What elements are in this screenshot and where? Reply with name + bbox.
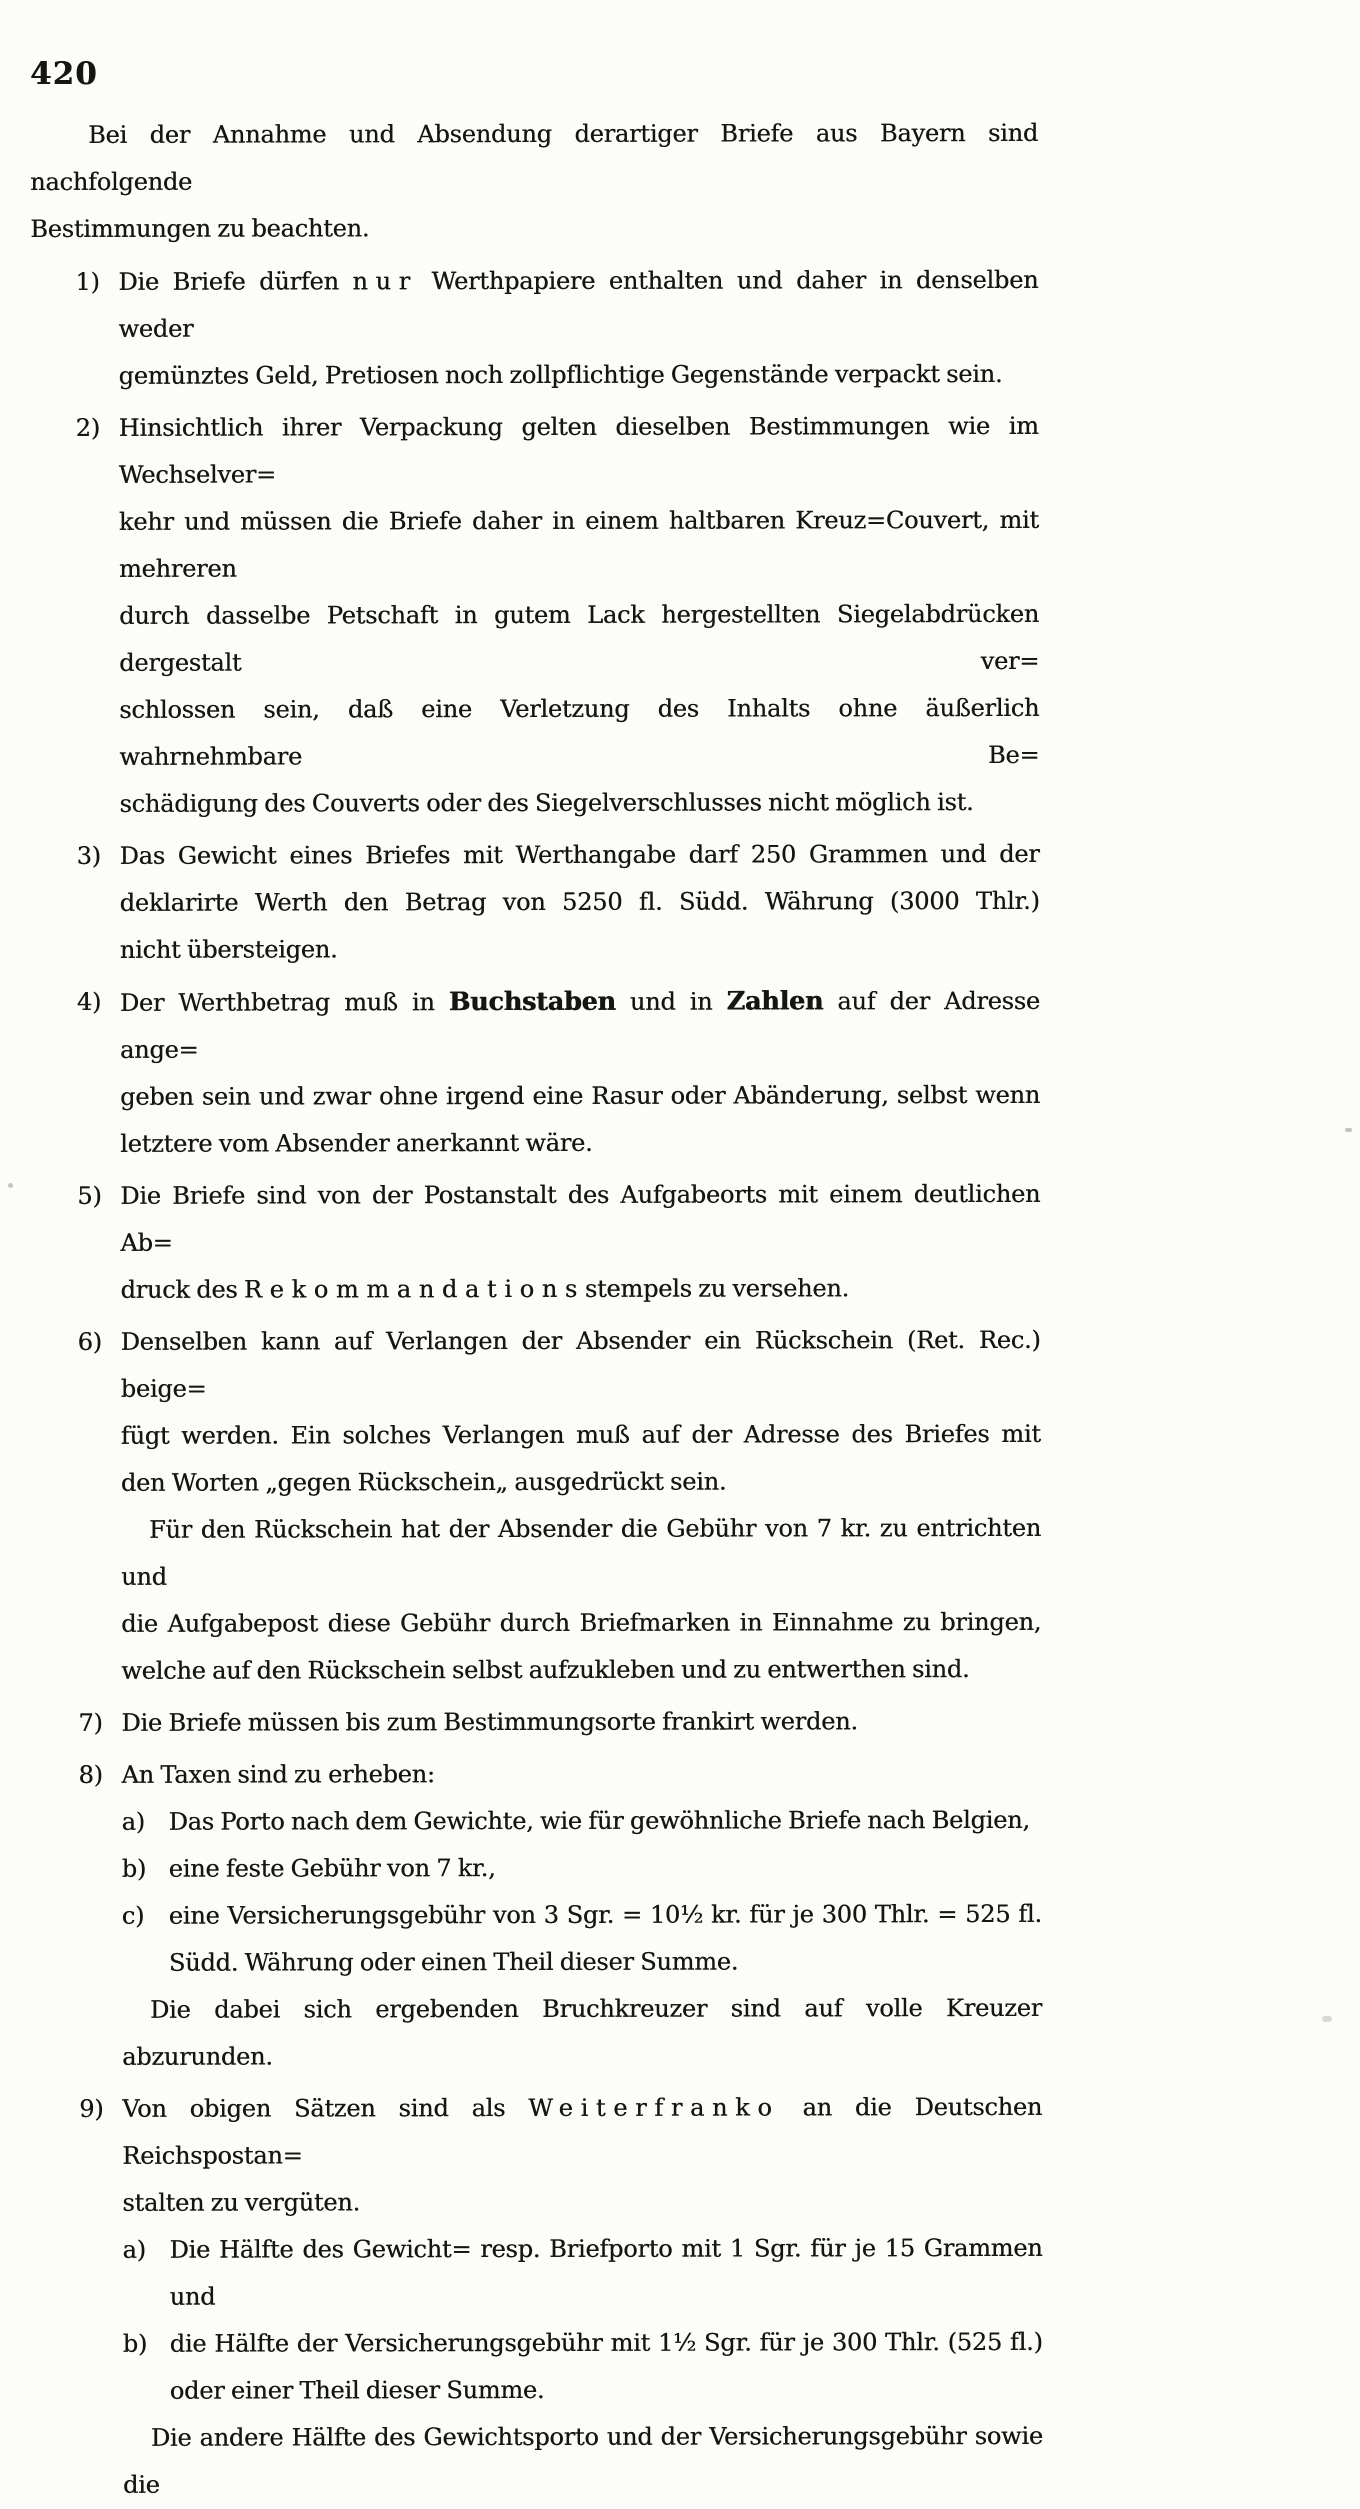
text-line: deklarirte Werth den Betrag von 5250 fl. Südd. Währung (3000 Thlr.) — [119, 886, 1040, 917]
text-segment: Die Briefe dürfen — [118, 267, 353, 296]
text-line: Südd. Währung oder einen Theil dieser Summe. — [168, 1947, 739, 1977]
sub-item — [122, 1844, 1042, 1893]
bold-text: Zahlen — [726, 985, 824, 1016]
sub-item-marker: b) — [122, 2329, 148, 2358]
page-number: 420 — [30, 56, 98, 92]
text-line: Denselben kann auf Verlangen der Absender ein Rückschein (Ret. Rec.) beige= — [120, 1325, 1041, 1403]
paragraph — [122, 1985, 1042, 2081]
text-line — [122, 2084, 1042, 2180]
item-marker: 4) — [76, 987, 102, 1016]
document-content — [30, 110, 1043, 2509]
item-marker: 8) — [78, 1760, 103, 1789]
item-marker: 3) — [76, 841, 101, 870]
text-line: Bei der Annahme und Absendung derartiger Briefe aus Bayern sind nachfolgende — [30, 118, 1039, 196]
item-marker: 6) — [77, 1327, 102, 1356]
text-line — [118, 257, 1038, 353]
text-segment: an die Deutschen Reichspostan= — [122, 2092, 1043, 2170]
text-segment: und in — [615, 987, 727, 1016]
text-line: die Hälfte der Versicherungsgebühr mit 1½ Sgr. für je 300 Thlr. (525 fl.) — [169, 2327, 1043, 2358]
item-marker: 9) — [79, 2094, 104, 2123]
list-item — [32, 977, 1040, 1168]
list-item — [31, 403, 1040, 828]
text-segment: Von obigen Sätzen sind als — [122, 2093, 529, 2123]
text-line: geben sein und zwar ohne irgend eine Rasur oder Abänderung, selbst wenn — [120, 1080, 1041, 1111]
list-item — [33, 1750, 1042, 2081]
sub-item-marker: a) — [122, 2235, 146, 2264]
list-item — [32, 831, 1040, 974]
list-item — [33, 1698, 1041, 1747]
sub-item-marker: b) — [121, 1854, 147, 1883]
item-marker: 5) — [77, 1181, 102, 1210]
spaced-text: Rekommandations — [243, 1274, 585, 1304]
text-line: Hinsichtlich ihrer Verpackung gelten dieselben Bestimmungen wie im Wechselver= — [118, 411, 1039, 489]
list-item — [32, 1171, 1040, 1314]
text-segment: Werthpapiere enthalten und daher in denselben weder — [118, 265, 1039, 343]
text-line: Die Briefe sind von der Postanstalt des Aufgabeorts mit einem deutlichen Ab= — [120, 1179, 1041, 1257]
text-line: eine Versicherungsgebühr von 3 Sgr. = 10½ kr. für je 300 Thlr. = 525 fl. — [168, 1899, 1042, 1930]
bold-text: Buchstaben — [448, 985, 616, 1017]
text-line: die Aufgabepost diese Gebühr durch Briefmarken in Einnahme zu bringen, — [121, 1607, 1042, 1638]
sub-item — [122, 2225, 1042, 2321]
scan-speck — [1322, 2016, 1332, 2022]
text-line: Das Porto nach dem Gewichte, wie für gewöhnliche Briefe nach Belgien, — [168, 1805, 1030, 1836]
paragraph — [121, 1505, 1041, 1695]
text-line: Die Hälfte des Gewicht= resp. Briefporto mit 1 Sgr. für je 15 Grammen und — [169, 2233, 1043, 2311]
text-line: den Worten „gegen Rückschein„ ausgedrückt sein. — [120, 1467, 727, 1497]
text-line: Die dabei sich ergebenden Bruchkreuzer sind auf volle Kreuzer abzurunden. — [122, 1993, 1043, 2071]
text-line: schädigung des Couverts oder des Siegelverschlusses nicht möglich ist. — [119, 788, 974, 818]
text-line: schlossen sein, daß eine Verletzung des Inhalts ohne äußerlich wahrnehmbare Be= — [119, 693, 1040, 771]
sub-item-marker: a) — [121, 1807, 145, 1836]
text-line: letztere vom Absender anerkannt wäre. — [120, 1128, 593, 1158]
text-line — [120, 1265, 1040, 1314]
scan-speck — [8, 1183, 13, 1188]
text-line: eine feste Gebühr von 7 kr., — [168, 1854, 496, 1883]
text-line: kehr und müssen die Briefe daher in einem haltbaren Kreuz=Couvert, mit mehreren — [118, 505, 1039, 583]
text-line: gemünztes Geld, Pretiosen noch zollpflichtige Gegenstände verpackt sein. — [118, 359, 1003, 390]
text-line: oder einer Theil dieser Summe. — [169, 2375, 545, 2405]
paragraph — [123, 2413, 1043, 2509]
text-segment: Der Werthbetrag muß in — [119, 988, 449, 1017]
sub-item — [122, 1797, 1042, 1846]
spaced-text: Weiterfranko — [528, 2093, 780, 2122]
sub-item — [123, 2319, 1043, 2415]
text-line: Die andere Hälfte des Gewichtsporto und der Versicherungsgebühr sowie die — [122, 2421, 1043, 2499]
text-line: fügt werden. Ein solches Verlangen muß auf der Adresse des Briefes mit — [120, 1419, 1041, 1450]
item-marker: 1) — [75, 267, 100, 296]
sub-item-marker: c) — [121, 1901, 145, 1930]
list-item — [33, 1317, 1042, 1695]
item-marker: 2) — [75, 413, 100, 442]
spaced-text: nur — [352, 267, 418, 296]
sub-item — [122, 1891, 1042, 1987]
text-line: nicht übersteigen. — [119, 935, 338, 964]
text-line: Für den Rückschein hat der Absender die Gebühr von 7 kr. zu entrichten und — [121, 1513, 1041, 1591]
item-marker: 7) — [78, 1708, 103, 1737]
text-segment: druck des — [120, 1275, 244, 1304]
text-line: Die Briefe müssen bis zum Bestimmungsorte frankirt werden. — [121, 1707, 858, 1737]
intro-paragraph — [30, 110, 1038, 253]
text-line — [120, 977, 1040, 1074]
list-item — [30, 257, 1038, 400]
text-line: durch dasselbe Petschaft in gutem Lack hergestellten Siegelabdrücken dergestalt ver= — [119, 599, 1040, 677]
text-line: welche auf den Rückschein selbst aufzukleben und zu entwerthen sind. — [121, 1655, 970, 1685]
scan-speck — [1345, 1128, 1352, 1132]
text-line: stalten zu vergüten. — [122, 2188, 361, 2217]
text-line: Das Gewicht eines Briefes mit Werthangabe darf 250 Grammen und der — [119, 839, 1040, 870]
list-item — [34, 2084, 1043, 2509]
text-line: An Taxen sind zu erheben: — [121, 1760, 435, 1789]
text-line: Bestimmungen zu beachten. — [30, 214, 370, 243]
text-segment: stempels zu versehen. — [584, 1274, 850, 1303]
text-segment: auf der Adresse ange= — [119, 986, 1040, 1064]
